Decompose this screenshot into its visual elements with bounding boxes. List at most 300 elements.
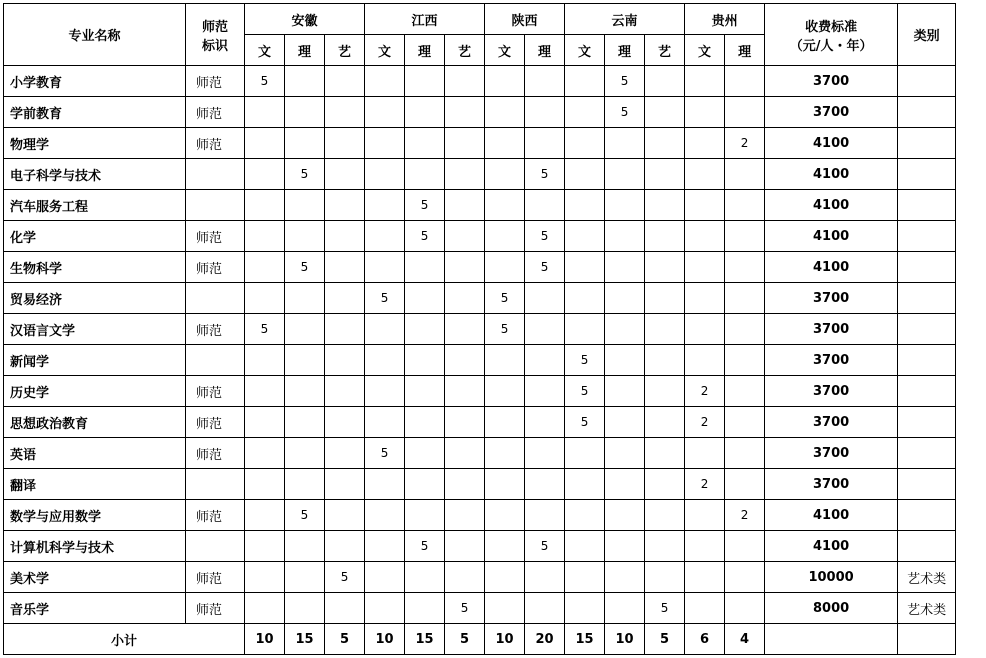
table-row [4, 252, 956, 283]
table-row [4, 221, 956, 252]
quota-cell [445, 159, 485, 190]
fee-cell: 3700 [765, 283, 898, 314]
quota-cell [365, 469, 405, 500]
quota-cell [325, 469, 365, 500]
header-province: 江西 [365, 4, 485, 35]
normal-flag-cell: 师范 [186, 314, 245, 345]
normal-flag-cell: 师范 [186, 97, 245, 128]
table-row [4, 531, 956, 562]
header-normal-flag: 师范 标识 [186, 4, 245, 66]
quota-cell [645, 376, 685, 407]
quota-cell: 5 [525, 159, 565, 190]
normal-flag-cell: 师范 [186, 252, 245, 283]
quota-cell: 5 [565, 407, 605, 438]
quota-cell [365, 221, 405, 252]
quota-cell: 5 [405, 190, 445, 221]
quota-cell [725, 97, 765, 128]
category-cell [898, 438, 956, 469]
fee-cell: 4100 [765, 221, 898, 252]
quota-cell [365, 593, 405, 624]
quota-cell: 5 [405, 531, 445, 562]
quota-cell [725, 376, 765, 407]
quota-cell [565, 283, 605, 314]
header-major: 专业名称 [4, 4, 186, 66]
normal-flag-cell [186, 531, 245, 562]
fee-cell: 3700 [765, 407, 898, 438]
subtotal-cell: 10 [605, 624, 645, 655]
quota-cell [485, 562, 525, 593]
fee-cell: 3700 [765, 97, 898, 128]
quota-cell [325, 283, 365, 314]
header-subject: 文 [565, 35, 605, 66]
normal-flag-cell: 师范 [186, 438, 245, 469]
quota-cell [325, 531, 365, 562]
quota-cell [645, 469, 685, 500]
fee-cell: 3700 [765, 376, 898, 407]
category-cell [898, 345, 956, 376]
quota-cell [365, 314, 405, 345]
major-name-cell: 翻译 [4, 469, 186, 500]
fee-cell: 3700 [765, 438, 898, 469]
quota-cell [245, 469, 285, 500]
major-name-cell: 电子科学与技术 [4, 159, 186, 190]
quota-cell [325, 376, 365, 407]
category-cell [898, 190, 956, 221]
quota-cell [245, 190, 285, 221]
quota-cell [565, 438, 605, 469]
fee-cell: 3700 [765, 66, 898, 97]
quota-cell [245, 531, 285, 562]
major-name-cell: 小学教育 [4, 66, 186, 97]
normal-flag-cell: 师范 [186, 221, 245, 252]
header-subject: 文 [365, 35, 405, 66]
quota-cell: 5 [565, 376, 605, 407]
quota-cell [645, 159, 685, 190]
quota-cell [645, 283, 685, 314]
quota-cell [285, 314, 325, 345]
quota-cell [725, 314, 765, 345]
quota-cell [325, 438, 365, 469]
quota-cell [525, 562, 565, 593]
quota-cell [565, 190, 605, 221]
fee-cell: 3700 [765, 469, 898, 500]
quota-cell [445, 252, 485, 283]
quota-cell [365, 562, 405, 593]
header-subject: 文 [485, 35, 525, 66]
subtotal-cell: 20 [525, 624, 565, 655]
quota-cell [685, 97, 725, 128]
major-name-cell: 学前教育 [4, 97, 186, 128]
quota-cell [525, 66, 565, 97]
quota-cell [325, 190, 365, 221]
quota-cell [725, 438, 765, 469]
quota-cell [605, 345, 645, 376]
quota-cell [325, 66, 365, 97]
quota-cell [325, 97, 365, 128]
quota-cell [485, 190, 525, 221]
quota-cell [445, 66, 485, 97]
quota-cell [445, 128, 485, 159]
quota-cell [685, 190, 725, 221]
major-name-cell: 计算机科学与技术 [4, 531, 186, 562]
quota-cell [725, 252, 765, 283]
quota-cell: 5 [565, 345, 605, 376]
quota-cell [245, 593, 285, 624]
quota-cell: 5 [485, 314, 525, 345]
table-row [4, 593, 956, 624]
quota-cell [445, 376, 485, 407]
quota-cell: 2 [685, 376, 725, 407]
quota-cell: 2 [725, 500, 765, 531]
quota-cell [405, 97, 445, 128]
quota-cell [685, 128, 725, 159]
quota-cell [405, 66, 445, 97]
quota-cell: 2 [685, 407, 725, 438]
quota-cell: 5 [365, 438, 405, 469]
fee-cell: 4100 [765, 500, 898, 531]
header-subject: 理 [525, 35, 565, 66]
category-cell [898, 283, 956, 314]
quota-cell [565, 252, 605, 283]
quota-cell: 5 [245, 66, 285, 97]
quota-cell [605, 314, 645, 345]
quota-cell [445, 438, 485, 469]
category-cell [898, 500, 956, 531]
quota-cell [565, 221, 605, 252]
quota-cell [725, 159, 765, 190]
category-cell: 艺术类 [898, 593, 956, 624]
quota-cell [245, 252, 285, 283]
quota-cell [685, 159, 725, 190]
quota-cell [645, 221, 685, 252]
subtotal-cell: 5 [325, 624, 365, 655]
fee-cell: 3700 [765, 314, 898, 345]
quota-cell [325, 128, 365, 159]
quota-cell [605, 593, 645, 624]
header-subject: 理 [285, 35, 325, 66]
table-row [4, 66, 956, 97]
quota-cell [605, 531, 645, 562]
quota-cell [605, 376, 645, 407]
subtotal-label: 小计 [4, 624, 245, 655]
fee-cell: 4100 [765, 531, 898, 562]
quota-cell: 2 [685, 469, 725, 500]
quota-cell [525, 97, 565, 128]
quota-cell [525, 128, 565, 159]
quota-cell [245, 128, 285, 159]
quota-cell: 5 [605, 97, 645, 128]
quota-cell [445, 531, 485, 562]
quota-cell [285, 438, 325, 469]
normal-flag-cell [186, 283, 245, 314]
quota-cell [485, 500, 525, 531]
quota-cell: 5 [605, 66, 645, 97]
major-name-cell: 生物科学 [4, 252, 186, 283]
header-subject: 理 [605, 35, 645, 66]
quota-cell [325, 593, 365, 624]
category-cell [898, 97, 956, 128]
quota-cell [605, 190, 645, 221]
quota-cell [245, 221, 285, 252]
quota-cell [685, 500, 725, 531]
quota-cell [485, 128, 525, 159]
quota-cell [485, 593, 525, 624]
quota-cell [565, 66, 605, 97]
quota-cell [725, 407, 765, 438]
major-name-cell: 美术学 [4, 562, 186, 593]
quota-cell [325, 159, 365, 190]
major-name-cell: 汉语言文学 [4, 314, 186, 345]
quota-cell [405, 159, 445, 190]
quota-cell [445, 500, 485, 531]
quota-cell [685, 221, 725, 252]
quota-cell [285, 221, 325, 252]
quota-cell [685, 252, 725, 283]
quota-cell: 5 [285, 252, 325, 283]
quota-cell [285, 190, 325, 221]
quota-cell [405, 376, 445, 407]
subtotal-cell: 10 [485, 624, 525, 655]
major-name-cell: 历史学 [4, 376, 186, 407]
quota-cell [445, 190, 485, 221]
normal-flag-cell [186, 159, 245, 190]
quota-cell [565, 97, 605, 128]
normal-flag-cell: 师范 [186, 500, 245, 531]
quota-cell [405, 128, 445, 159]
quota-cell [285, 283, 325, 314]
subtotal-category-cell [898, 624, 956, 655]
quota-cell [645, 562, 685, 593]
quota-cell [245, 159, 285, 190]
major-name-cell: 英语 [4, 438, 186, 469]
quota-cell [565, 593, 605, 624]
quota-cell [685, 438, 725, 469]
quota-cell [365, 97, 405, 128]
quota-cell [285, 593, 325, 624]
subtotal-cell: 4 [725, 624, 765, 655]
quota-cell [285, 97, 325, 128]
normal-flag-cell: 师范 [186, 562, 245, 593]
quota-cell [245, 562, 285, 593]
category-cell [898, 469, 956, 500]
major-name-cell: 新闻学 [4, 345, 186, 376]
quota-cell [645, 97, 685, 128]
quota-cell [485, 407, 525, 438]
header-subject: 艺 [445, 35, 485, 66]
quota-cell [325, 345, 365, 376]
quota-cell [645, 407, 685, 438]
category-cell [898, 128, 956, 159]
quota-cell: 5 [325, 562, 365, 593]
quota-cell [685, 283, 725, 314]
quota-cell: 5 [245, 314, 285, 345]
quota-cell [485, 159, 525, 190]
quota-cell [725, 562, 765, 593]
fee-cell: 4100 [765, 252, 898, 283]
table-row [4, 438, 956, 469]
quota-cell [525, 593, 565, 624]
subtotal-fee-cell [765, 624, 898, 655]
quota-cell [285, 345, 325, 376]
header-subject: 理 [405, 35, 445, 66]
quota-cell [365, 500, 405, 531]
quota-cell [565, 128, 605, 159]
quota-cell [445, 469, 485, 500]
quota-cell [525, 407, 565, 438]
quota-cell [405, 438, 445, 469]
quota-cell [445, 314, 485, 345]
quota-cell [605, 407, 645, 438]
quota-cell [525, 314, 565, 345]
quota-cell [525, 283, 565, 314]
table-row [4, 562, 956, 593]
major-name-cell: 音乐学 [4, 593, 186, 624]
quota-cell [405, 345, 445, 376]
quota-cell [405, 314, 445, 345]
quota-cell [685, 593, 725, 624]
quota-cell [565, 469, 605, 500]
subtotal-row [4, 624, 956, 655]
quota-cell [525, 376, 565, 407]
subtotal-cell: 6 [685, 624, 725, 655]
normal-flag-cell: 师范 [186, 593, 245, 624]
quota-cell [685, 562, 725, 593]
quota-cell [325, 252, 365, 283]
quota-cell [365, 190, 405, 221]
fee-cell: 10000 [765, 562, 898, 593]
table-row [4, 283, 956, 314]
quota-cell [525, 500, 565, 531]
subtotal-cell: 10 [245, 624, 285, 655]
quota-cell [645, 438, 685, 469]
table-row [4, 190, 956, 221]
quota-cell: 5 [405, 221, 445, 252]
header-subject: 理 [725, 35, 765, 66]
subtotal-cell: 15 [285, 624, 325, 655]
quota-cell: 5 [485, 283, 525, 314]
fee-cell: 4100 [765, 159, 898, 190]
table-row [4, 159, 956, 190]
quota-cell [445, 221, 485, 252]
subtotal-cell: 10 [365, 624, 405, 655]
category-cell [898, 314, 956, 345]
fee-cell: 3700 [765, 345, 898, 376]
quota-cell [365, 66, 405, 97]
quota-cell [485, 438, 525, 469]
table-row [4, 97, 956, 128]
quota-cell [485, 531, 525, 562]
quota-cell [645, 500, 685, 531]
quota-cell [245, 97, 285, 128]
quota-cell [565, 159, 605, 190]
table-row [4, 500, 956, 531]
quota-cell [685, 531, 725, 562]
quota-cell [725, 469, 765, 500]
quota-cell [285, 469, 325, 500]
fee-cell: 8000 [765, 593, 898, 624]
category-cell [898, 252, 956, 283]
normal-flag-cell [186, 345, 245, 376]
quota-cell [565, 562, 605, 593]
quota-cell [685, 345, 725, 376]
major-name-cell: 化学 [4, 221, 186, 252]
header-row-provinces [4, 4, 956, 35]
quota-cell [645, 345, 685, 376]
major-name-cell: 思想政治教育 [4, 407, 186, 438]
major-name-cell: 贸易经济 [4, 283, 186, 314]
quota-cell [285, 376, 325, 407]
table-row [4, 407, 956, 438]
quota-cell [485, 97, 525, 128]
quota-cell [725, 221, 765, 252]
quota-cell [445, 97, 485, 128]
quota-cell [605, 283, 645, 314]
quota-cell [525, 438, 565, 469]
table-row [4, 314, 956, 345]
quota-cell: 2 [725, 128, 765, 159]
quota-cell [405, 283, 445, 314]
quota-cell [445, 345, 485, 376]
category-cell [898, 159, 956, 190]
header-province: 贵州 [685, 4, 765, 35]
quota-cell [285, 66, 325, 97]
header-subject: 艺 [645, 35, 685, 66]
quota-cell [285, 407, 325, 438]
normal-flag-cell: 师范 [186, 128, 245, 159]
quota-cell [725, 531, 765, 562]
header-province: 安徽 [245, 4, 365, 35]
quota-cell [285, 128, 325, 159]
quota-cell: 5 [285, 159, 325, 190]
quota-cell [445, 562, 485, 593]
quota-cell [405, 562, 445, 593]
quota-cell [565, 531, 605, 562]
quota-cell [245, 345, 285, 376]
fee-cell: 4100 [765, 128, 898, 159]
quota-cell [365, 407, 405, 438]
quota-cell [325, 407, 365, 438]
quota-cell [525, 469, 565, 500]
quota-cell [405, 407, 445, 438]
quota-cell [365, 376, 405, 407]
normal-flag-cell [186, 190, 245, 221]
quota-cell [645, 190, 685, 221]
quota-cell [605, 252, 645, 283]
quota-cell [525, 345, 565, 376]
quota-cell: 5 [365, 283, 405, 314]
header-subject: 艺 [325, 35, 365, 66]
normal-flag-cell: 师范 [186, 66, 245, 97]
subtotal-cell: 15 [405, 624, 445, 655]
quota-cell [685, 66, 725, 97]
table-row [4, 128, 956, 159]
header-subject: 文 [245, 35, 285, 66]
major-name-cell: 物理学 [4, 128, 186, 159]
quota-cell [725, 345, 765, 376]
header-fee: 收费标准 （元/人・年） [765, 4, 898, 66]
subtotal-cell: 5 [445, 624, 485, 655]
quota-cell [445, 407, 485, 438]
category-cell [898, 221, 956, 252]
quota-cell [445, 283, 485, 314]
quota-cell [645, 128, 685, 159]
quota-cell [325, 221, 365, 252]
quota-cell [605, 562, 645, 593]
normal-flag-cell: 师范 [186, 407, 245, 438]
major-name-cell: 汽车服务工程 [4, 190, 186, 221]
header-province: 云南 [565, 4, 685, 35]
quota-cell [485, 252, 525, 283]
